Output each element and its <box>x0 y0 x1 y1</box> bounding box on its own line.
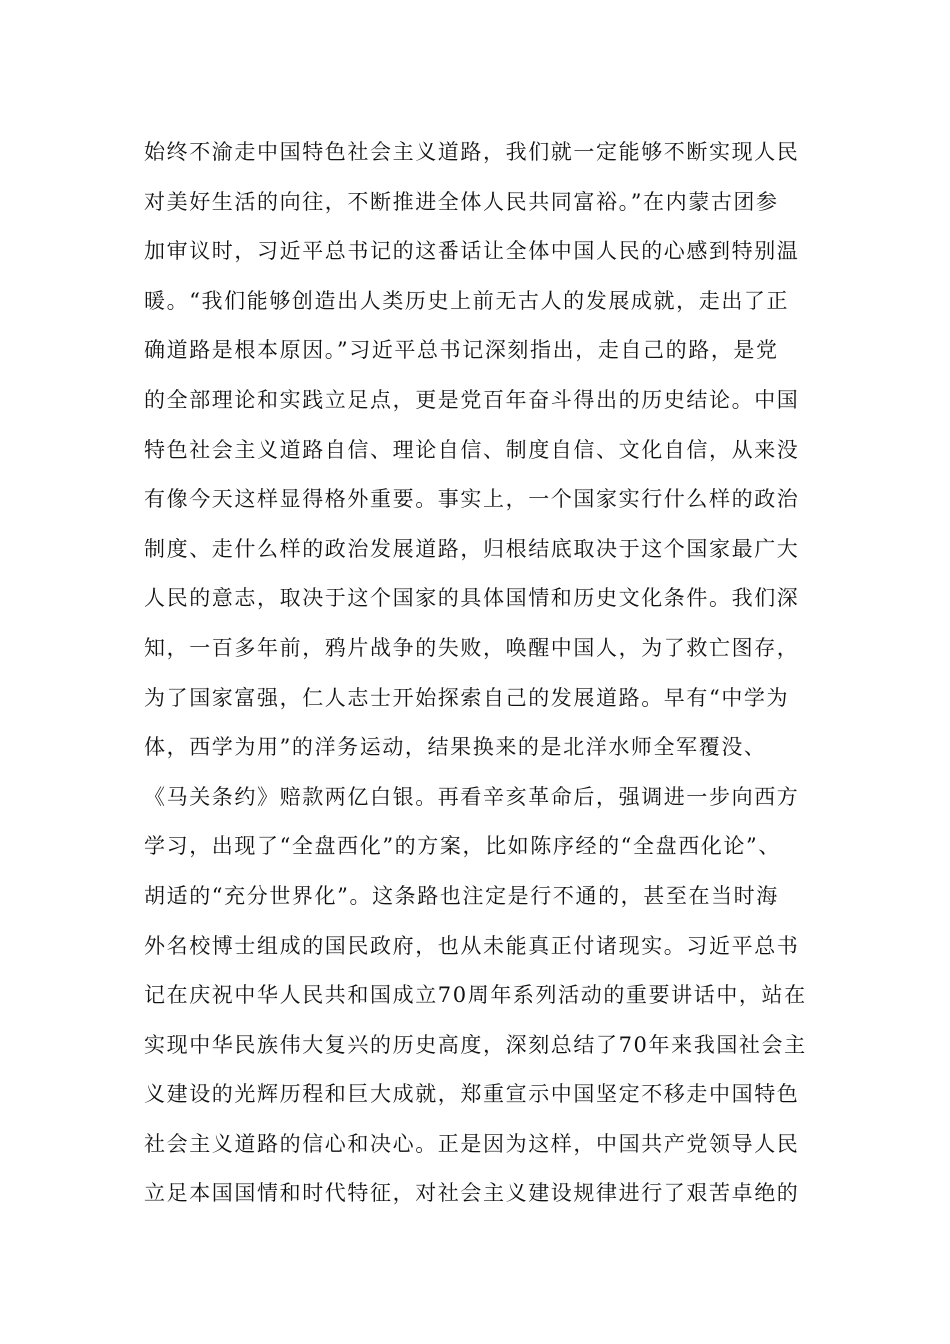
text-line: 义建设的光辉历程和巨大成就，郑重宣示中国坚定不移走中国特色 <box>144 1082 800 1107</box>
text-line: 立足本国国情和时代特征，对社会主义建设规律进行了艰苦卓绝的 <box>144 1181 800 1206</box>
text-line: 实现中华民族伟大复兴的历史高度，深刻总结了70年来我国社会主 <box>144 1032 807 1057</box>
text-line: 特色社会主义道路自信、理论自信、制度自信、文化自信，从来没 <box>144 437 800 462</box>
body-text <box>144 128 824 1219</box>
text-line: 外名校博士组成的国民政府，也从未能真正付诸现实。习近平总书 <box>144 933 800 958</box>
text-line: 对美好生活的向往，不断推进全体人民共同富裕。”在内蒙古团参 <box>144 189 779 214</box>
text-line: 为了国家富强，仁人志士开始探索自己的发展道路。早有“中学为 <box>144 685 790 710</box>
text-line: 胡适的“充分世界化”。这条路也注定是行不通的，甚至在当时海 <box>144 883 779 908</box>
text-line: 记在庆祝中华人民共和国成立70周年系列活动的重要讲话中，站在 <box>144 983 807 1008</box>
text-line: 始终不渝走中国特色社会主义道路，我们就一定能够不断实现人民 <box>144 140 800 164</box>
text-line: 加审议时，习近平总书记的这番话让全体中国人民的心感到特别温 <box>144 239 800 264</box>
text-line: 暖。“我们能够创造出人类历史上前无古人的发展成就，走出了正 <box>144 288 790 313</box>
text-line: 知，一百多年前，鸦片战争的失败，唤醒中国人，为了救亡图存， <box>144 635 800 660</box>
text-line: 制度、走什么样的政治发展道路，归根结底取决于这个国家最广大 <box>144 536 800 561</box>
text-line: 《马关条约》赔款两亿白银。再看辛亥革命后，强调进一步向西方 <box>144 784 800 809</box>
text-line: 有像今天这样显得格外重要。事实上，一个国家实行什么样的政治 <box>144 487 800 512</box>
text-line: 社会主义道路的信心和决心。正是因为这样，中国共产党领导人民 <box>144 1131 800 1156</box>
text-line: 的全部理论和实践立足点，更是党百年奋斗得出的历史结论。中国 <box>144 387 800 412</box>
text-line: 学习，出现了“全盘西化”的方案，比如陈序经的“全盘西化论”、 <box>144 834 781 859</box>
text-line: 人民的意志，取决于这个国家的具体国情和历史文化条件。我们深 <box>144 586 800 611</box>
text-line: 确道路是根本原因。”习近平总书记深刻指出，走自己的路，是党 <box>144 338 779 363</box>
text-line: 体，西学为用”的洋务运动，结果换来的是北洋水师全军覆没、 <box>144 735 767 760</box>
